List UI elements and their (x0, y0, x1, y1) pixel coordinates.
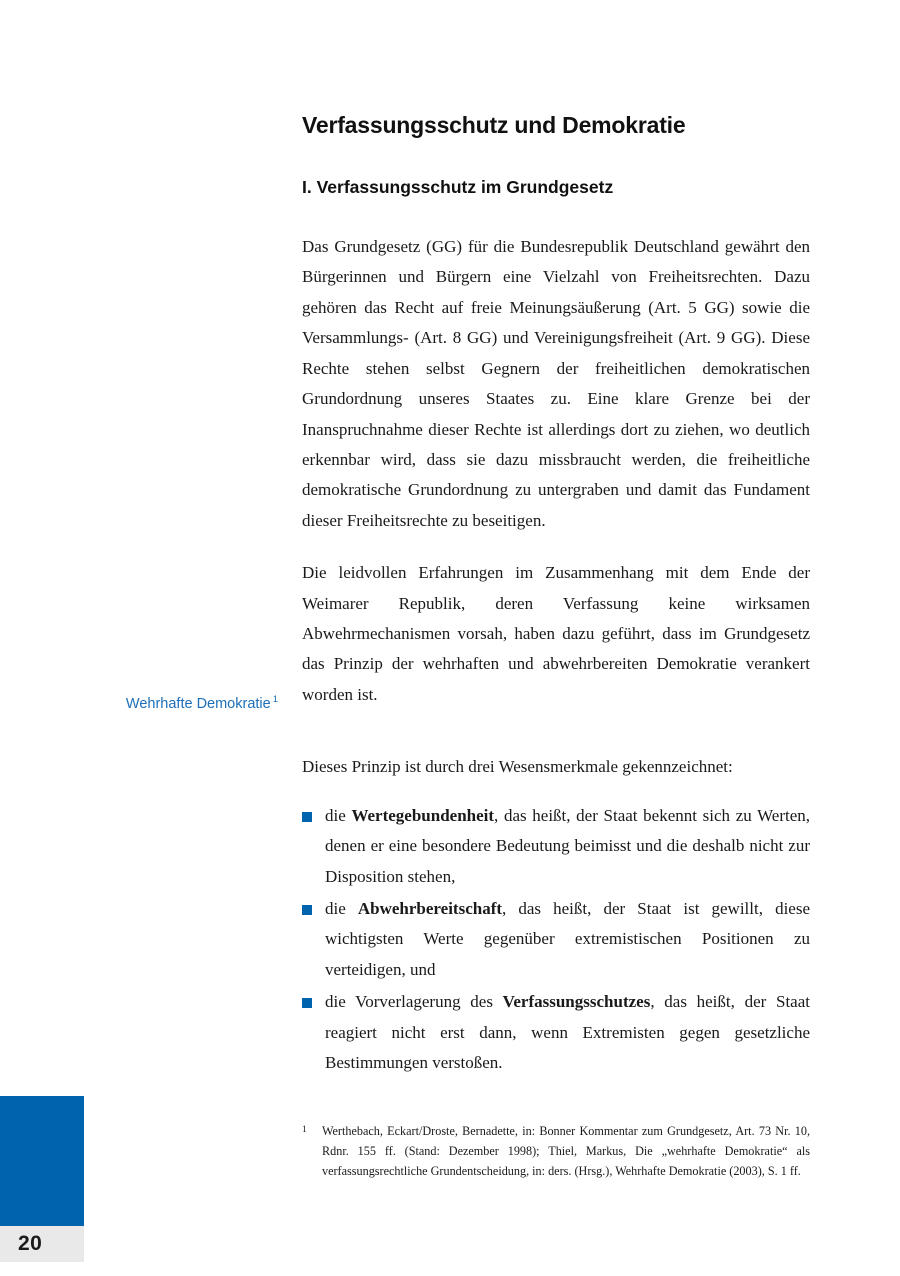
lead-in-line: Dieses Prinzip ist durch drei Wesensmerkmale gekennzeichnet: (302, 757, 733, 777)
list-item (302, 987, 810, 1078)
footnote (302, 1122, 810, 1181)
margin-note (40, 693, 278, 714)
margin-note-footnote-marker: 1 (272, 694, 278, 705)
section-heading: I. Verfassungsschutz im Grundgesetz (302, 177, 614, 197)
bullet-square-icon (302, 905, 312, 915)
list-item-pre: die (325, 805, 352, 825)
list-item-bold: Verfassungsschutzes (502, 992, 651, 1012)
main-text-column (302, 112, 810, 1081)
spacer (302, 732, 810, 752)
list-item-pre: die (325, 899, 358, 919)
feature-list (302, 801, 810, 1079)
footnote-marker: 1 (302, 1125, 307, 1135)
bullet-square-icon (302, 812, 312, 822)
paragraph-2: Die leidvollen Erfahrungen im Zusammenhang mit dem Ende der Weimarer Republik, deren Verfassung keine wirksamen Abwehrmechanismen vorsah, haben dazu geführt, dass im Grundgesetz das Prinzip der wehrhaften und abwehrbereiten Demokratie verankert worden ist. (302, 563, 810, 704)
page-title: Verfassungsschutz und Demokratie (302, 112, 686, 138)
footnote-text: Werthebach, Eckart/Droste, Bernadette, in: Bonner Kommentar zum Grundgesetz, Art. 73 Nr. 10, Rdnr. 155 ff. (Stand: Dezember 1998); Thiel, Markus, Die „wehrhafte Demokratie“ als verfassungsrechtliche Grundentscheidung, in: ders. (Hrsg.), Wehrhafte Demokratie (2003), S. 1 ff. (322, 1124, 810, 1178)
page-number: 20 (18, 1232, 43, 1255)
bullet-square-icon (302, 998, 312, 1008)
list-item-post: , das heißt, der Staat reagiert nicht erst dann, wenn Extremisten gegen gesetzliche Bestimmungen verstoßen. (325, 992, 810, 1073)
list-item-post: , das heißt, der Staat bekennt sich zu Werten, denen er eine besondere Bedeutung beimisst und die deshalb nicht zur Disposition stehen, (325, 805, 810, 886)
list-item-bold: Abwehrbereitschaft (357, 899, 503, 919)
margin-note-label: Wehrhafte Demokratie (125, 695, 271, 712)
list-item (302, 801, 810, 892)
list-item (302, 894, 810, 985)
paragraph-1: Das Grundgesetz (GG) für die Bundesrepublik Deutschland gewährt den Bürgerinnen und Bürgern eine Vielzahl von Freiheitsrechten. Dazu gehören das Recht auf freie Meinungsäußerung (Art. 5 GG) sowie die Versammlungs- (Art. 8 GG) und Vereinigungsfreiheit (Art. 9 GG). Diese Rechte stehen selbst Gegnern der freiheitlichen demokratischen Grundordnung unseres Staates zu. Eine klare Grenze bei der Inanspruchnahme dieser Rechte ist allerdings dort zu ziehen, wo deutlich erkennbar wird, dass sie dazu missbraucht werden, die freiheitliche demokratische Grundordnung zu untergraben und damit das Fundament dieser Freiheitsrechte zu beseitigen. (302, 237, 810, 530)
list-item-bold: Wertegebundenheit (351, 805, 495, 825)
page-edge-marker (0, 1096, 84, 1226)
list-item-pre: die Vorverlagerung des (325, 992, 503, 1012)
list-item-post: , das heißt, der Staat ist gewillt, diese wichtigsten Werte gegenüber extremistischen Positionen zu verteidigen, und (325, 899, 810, 979)
page-number-box (0, 1226, 84, 1262)
